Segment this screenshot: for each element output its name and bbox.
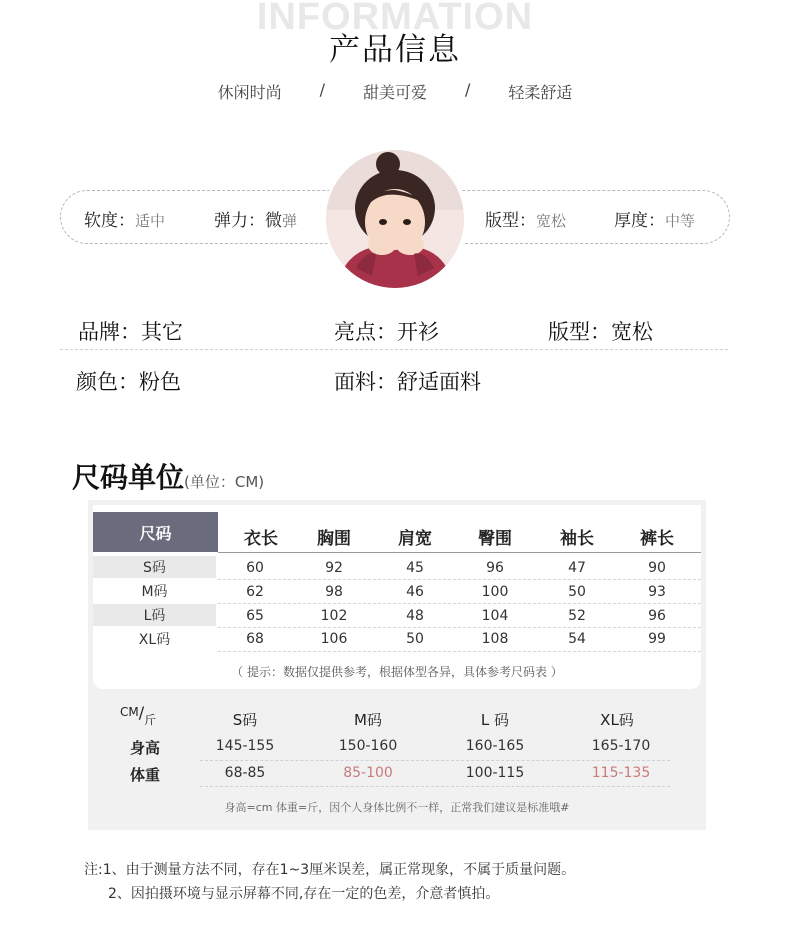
info-highlight: 亮点：开衫	[334, 320, 439, 344]
row-divider	[218, 603, 701, 604]
table-cell: 46	[406, 584, 424, 600]
table-cell: 52	[568, 608, 586, 624]
tag-sweet: 甜美可爱	[362, 83, 427, 102]
tag-casual: 休闲时尚	[217, 83, 282, 102]
table-cell: 68	[246, 631, 264, 647]
info-color: 颜色：粉色	[76, 370, 181, 394]
size-section-title	[72, 456, 264, 496]
info-fabric: 面料：舒适面料	[334, 370, 481, 394]
page-title: 产品信息	[329, 32, 461, 68]
attr-softness	[84, 206, 165, 231]
tag-separator: /	[465, 80, 471, 99]
fit-cell: 160-165	[465, 738, 525, 754]
attr-fit	[485, 206, 566, 231]
size-header-cell: 尺码	[93, 512, 218, 552]
header-sleeve: 袖长	[560, 529, 594, 549]
header-length: 衣长	[244, 529, 278, 549]
fit-header-m: M码	[354, 711, 382, 729]
table-cell: 96	[648, 608, 666, 624]
unit-slash: /	[138, 703, 145, 722]
table-cell: 102	[320, 608, 348, 624]
fit-cell: 68-85	[224, 765, 266, 781]
attr-softness-label: 软度：	[84, 211, 135, 231]
table-cell: 96	[486, 560, 504, 576]
tag-separator: /	[319, 80, 325, 99]
table-cell: 108	[481, 631, 509, 647]
fit-header-xl: XL码	[600, 711, 634, 729]
table-header-line	[218, 552, 701, 553]
attr-elasticity-label: 弹力：	[214, 211, 265, 231]
row-label-height: 身高	[129, 739, 160, 757]
table-cell: 60	[246, 560, 264, 576]
fit-header-s: S码	[232, 711, 258, 729]
header-chest: 胸围	[317, 529, 351, 549]
row-label-weight: 体重	[129, 766, 160, 784]
unit-cm: CM	[120, 705, 139, 719]
row-label-m: M码	[141, 584, 168, 600]
table-cell: 45	[406, 560, 424, 576]
attr-thickness-value: 中等	[665, 212, 696, 230]
fit-footnote: 身高=cm 体重=斤，因个人身体比例不一样，正常我们建议是标准哦#	[224, 801, 570, 814]
fit-cell: 100-115	[465, 765, 525, 781]
fit-cell: 145-155	[215, 738, 275, 754]
table-cell: 54	[568, 631, 586, 647]
header-hip: 臀围	[478, 529, 512, 549]
table-cell: 65	[246, 608, 264, 624]
note-color: 2、因拍摄环境与显示屏幕不同,存在一定的色差，介意者慎拍。	[108, 886, 500, 902]
table-cell: 48	[406, 608, 424, 624]
unit-jin: 斤	[144, 713, 157, 727]
row-label-xl: XL码	[138, 632, 171, 648]
row-divider	[218, 627, 701, 628]
table-cell: 99	[648, 631, 666, 647]
fit-row-divider	[200, 760, 670, 761]
row-divider	[218, 651, 701, 652]
info-divider	[60, 349, 728, 350]
header-shoulder: 肩宽	[398, 529, 432, 549]
table-cell: 106	[320, 631, 348, 647]
style-tags	[0, 80, 790, 103]
size-title-text: 尺码单位	[72, 461, 185, 494]
tag-soft: 轻柔舒适	[508, 83, 573, 102]
fit-cell-highlight: 115-135	[591, 765, 651, 781]
fit-row-divider	[200, 786, 670, 787]
table-cell: 92	[325, 560, 343, 576]
fit-cell: 165-170	[591, 738, 651, 754]
table-cell: 47	[568, 560, 586, 576]
attr-elasticity-value-main: 微	[265, 211, 282, 231]
table-cell: 104	[481, 608, 509, 624]
table-cell: 93	[648, 584, 666, 600]
row-divider	[218, 579, 701, 580]
table-cell: 50	[406, 631, 424, 647]
attr-thickness	[614, 206, 695, 231]
model-photo	[326, 150, 464, 288]
table-cell: 98	[325, 584, 343, 600]
size-hint: （ 提示：数据仅提供参考，根据体型各异，具体参考尺码表 ）	[231, 665, 563, 679]
attr-elasticity-value: 弹	[282, 212, 298, 230]
table-cell: 50	[568, 584, 586, 600]
size-unit: (单位：CM)	[184, 473, 265, 491]
attr-thickness-label: 厚度：	[614, 211, 665, 231]
info-brand: 品牌：其它	[78, 320, 183, 344]
table-cell: 90	[648, 560, 666, 576]
row-label-l: L码	[93, 604, 216, 626]
info-fit: 版型：宽松	[548, 320, 653, 344]
fit-cell-highlight: 85-100	[343, 765, 393, 781]
attr-fit-label: 版型：	[485, 211, 536, 231]
unit-corner	[120, 703, 157, 727]
fit-cell: 150-160	[338, 738, 398, 754]
model-illustration	[326, 150, 464, 288]
header-pants: 裤长	[640, 529, 674, 549]
fit-header-l: L 码	[480, 711, 510, 729]
attr-elasticity	[214, 206, 297, 231]
row-label-s: S码	[93, 556, 216, 578]
watermark-text: INFORMATION	[256, 0, 534, 38]
attr-softness-value: 适中	[135, 212, 166, 230]
attr-fit-value: 宽松	[536, 212, 567, 230]
table-cell: 100	[481, 584, 509, 600]
table-cell: 62	[246, 584, 264, 600]
note-measurement: 注:1、由于测量方法不同，存在1~3厘米误差，属正常现象，不属于质量问题。	[84, 862, 576, 878]
